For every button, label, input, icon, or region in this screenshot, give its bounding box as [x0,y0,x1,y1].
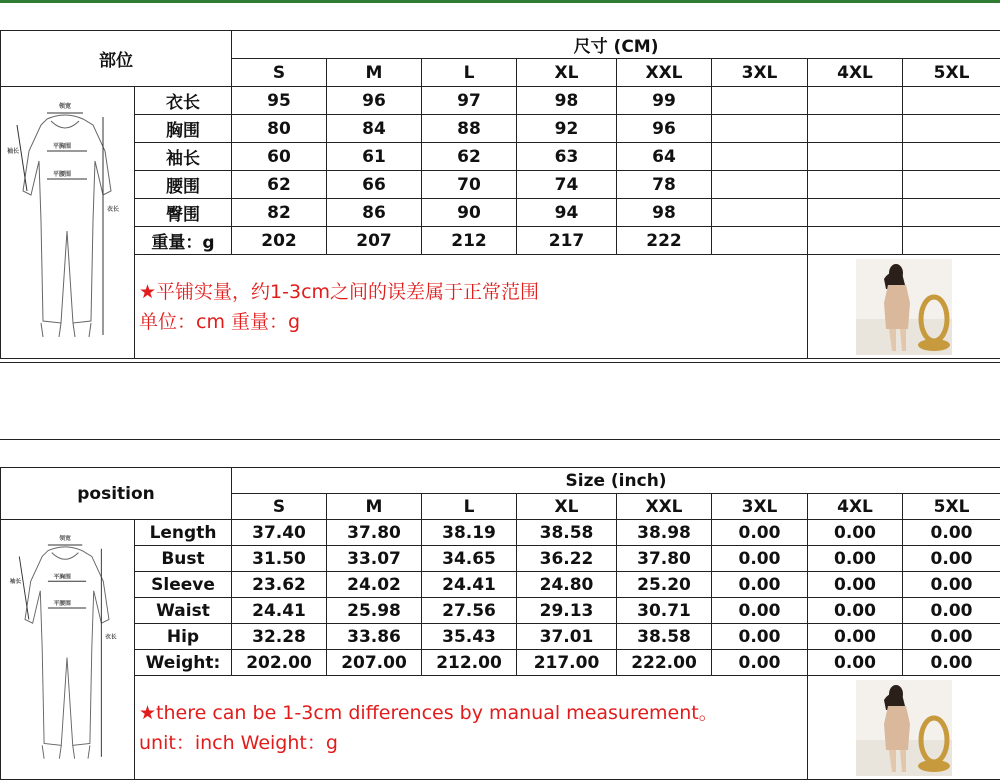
row-label-length: 衣长 [135,87,232,115]
table-cell [808,171,903,199]
size-col-header: L [422,59,517,87]
table-cell: 90 [422,199,517,227]
row-label-waist: Waist [135,598,232,624]
table-cell: 0.00 [808,650,903,676]
model-photo-cell [808,255,1000,359]
table-cell: 29.13 [517,598,617,624]
table-cell: 202.00 [232,650,327,676]
table-cell: 0.00 [712,624,808,650]
table-cell [712,115,808,143]
table-cell: 25.20 [617,572,712,598]
table-cell: 60 [232,143,327,171]
table-cell [903,143,1000,171]
table-cell: 37.40 [232,520,327,546]
table-cell: 0.00 [712,546,808,572]
table-cell [903,115,1000,143]
part-header: position [1,468,232,520]
table-cell: 31.50 [232,546,327,572]
table-cell: 38.58 [617,624,712,650]
table-cell: 98 [617,199,712,227]
table-cell: 37.80 [327,520,422,546]
figure-sleeve-label: 袖长 [7,148,20,155]
size-col-header: 4XL [808,59,903,87]
size-col-header: 4XL [808,494,903,520]
figure-neck-label: 领宽 [59,536,71,543]
table-cell: 0.00 [712,650,808,676]
table-cell: 37.80 [617,546,712,572]
table-cell: 96 [617,115,712,143]
row-label-sleeve: Sleeve [135,572,232,598]
table-cell: 35.43 [422,624,517,650]
table-cell: 0.00 [808,598,903,624]
size-col-header: M [327,59,422,87]
table-cell: 61 [327,143,422,171]
table-cell: 24.41 [232,598,327,624]
model-photo [856,679,952,777]
table-cell: 0.00 [712,598,808,624]
table-cell: 0.00 [808,572,903,598]
cm-size-table [0,30,1000,359]
size-col-header: 3XL [712,494,808,520]
table-cell: 0.00 [903,520,1000,546]
measurement-note [135,255,808,359]
table-cell: 78 [617,171,712,199]
row-label-length: Length [135,520,232,546]
table-cell: 94 [517,199,617,227]
table-cell: 0.00 [903,546,1000,572]
table-cell [808,143,903,171]
table-cell: 86 [327,199,422,227]
inch-size-table [0,467,1000,780]
table-cell: 33.07 [327,546,422,572]
table-cell: 27.56 [422,598,517,624]
table-cell: 70 [422,171,517,199]
table-cell [712,87,808,115]
garment-figure [1,87,135,359]
table-cell: 36.22 [517,546,617,572]
garment-figure [1,520,135,780]
table-cell: 62 [422,143,517,171]
figure-waist-label: 平腰围 [53,171,72,178]
size-col-header: 5XL [903,494,1000,520]
note-tolerance: ★平铺实量，约1-3cm之间的误差属于正常范围 [139,280,540,303]
table-cell: 0.00 [903,598,1000,624]
table-cell: 207.00 [327,650,422,676]
table-cell: 95 [232,87,327,115]
table-cell: 98 [517,87,617,115]
table-cell: 37.01 [517,624,617,650]
table-cell: 207 [327,227,422,255]
table-cell: 64 [617,143,712,171]
row-label-weight: Weight: [135,650,232,676]
table-cell: 74 [517,171,617,199]
row-label-hip: Hip [135,624,232,650]
table-cell: 63 [517,143,617,171]
table-cell [712,227,808,255]
table-cell: 62 [232,171,327,199]
table-cell: 38.19 [422,520,517,546]
figure-bust-label: 平胸围 [53,574,71,581]
table-cell: 80 [232,115,327,143]
table-cell: 24.80 [517,572,617,598]
table-cell: 33.86 [327,624,422,650]
table-cell: 202 [232,227,327,255]
row-label-waist: 腰围 [135,171,232,199]
size-col-header: S [232,494,327,520]
table-cell: 0.00 [712,520,808,546]
model-photo [856,259,952,355]
table-cell [712,143,808,171]
note-units: unit：inch Weight：g [139,731,338,754]
table-cell: 32.28 [232,624,327,650]
size-col-header: XXL [617,59,712,87]
table-cell: 38.98 [617,520,712,546]
table-cell: 217 [517,227,617,255]
table-cell: 24.41 [422,572,517,598]
table-cell: 0.00 [903,650,1000,676]
table-cell [808,199,903,227]
row-label-bust: 胸围 [135,115,232,143]
figure-neck-label: 领宽 [59,103,72,110]
size-header: Size (inch) [232,468,1000,494]
figure-length-label: 衣长 [105,634,117,641]
table-cell [808,227,903,255]
figure-waist-label: 平腰围 [53,601,71,608]
table-cell: 212 [422,227,517,255]
table-cell: 97 [422,87,517,115]
figure-sleeve-label: 袖长 [9,579,22,586]
table-cell: 217.00 [517,650,617,676]
row-label-hip: 臀围 [135,199,232,227]
table-cell: 212.00 [422,650,517,676]
table-cell: 96 [327,87,422,115]
table-cell: 82 [232,199,327,227]
row-label-weight: 重量：g [135,227,232,255]
table-cell: 23.62 [232,572,327,598]
note-units: 单位：cm 重量：g [139,310,301,333]
table-cell: 92 [517,115,617,143]
inch-size-chart [0,440,1000,784]
size-col-header: XXL [617,494,712,520]
table-cell [712,171,808,199]
table-cell [903,227,1000,255]
jumpsuit-outline-icon [7,91,127,353]
blank-separator [0,362,1000,440]
table-cell: 222 [617,227,712,255]
size-col-header: XL [517,494,617,520]
size-col-header: 3XL [712,59,808,87]
table-cell: 88 [422,115,517,143]
size-col-header: S [232,59,327,87]
table-cell [808,87,903,115]
table-cell: 0.00 [808,546,903,572]
size-header: 尺寸 (CM) [232,31,1000,59]
table-cell: 66 [327,171,422,199]
part-header: 部位 [1,31,232,87]
table-cell: 0.00 [903,572,1000,598]
table-cell: 0.00 [808,624,903,650]
table-cell: 84 [327,115,422,143]
table-cell: 24.02 [327,572,422,598]
figure-bust-label: 平胸围 [53,143,72,150]
row-label-bust: Bust [135,546,232,572]
table-cell [903,87,1000,115]
model-photo-cell [808,676,1000,780]
table-cell: 0.00 [808,520,903,546]
table-cell: 222.00 [617,650,712,676]
table-cell: 99 [617,87,712,115]
table-cell: 30.71 [617,598,712,624]
size-col-header: XL [517,59,617,87]
measurement-note [135,676,808,780]
row-label-sleeve: 袖长 [135,143,232,171]
size-col-header: M [327,494,422,520]
table-cell: 0.00 [903,624,1000,650]
table-cell: 38.58 [517,520,617,546]
table-cell: 0.00 [712,572,808,598]
table-cell [903,199,1000,227]
table-cell [903,171,1000,199]
size-col-header: L [422,494,517,520]
table-cell [808,115,903,143]
size-col-header: 5XL [903,59,1000,87]
figure-length-label: 衣长 [107,206,120,213]
table-cell [712,199,808,227]
top-green-bar [0,0,1000,3]
table-cell: 25.98 [327,598,422,624]
note-tolerance: ★there can be 1-3cm differences by manual measurement。 [139,701,718,724]
cm-size-chart [0,0,1000,362]
jumpsuit-outline-icon [7,524,127,774]
table-cell: 34.65 [422,546,517,572]
